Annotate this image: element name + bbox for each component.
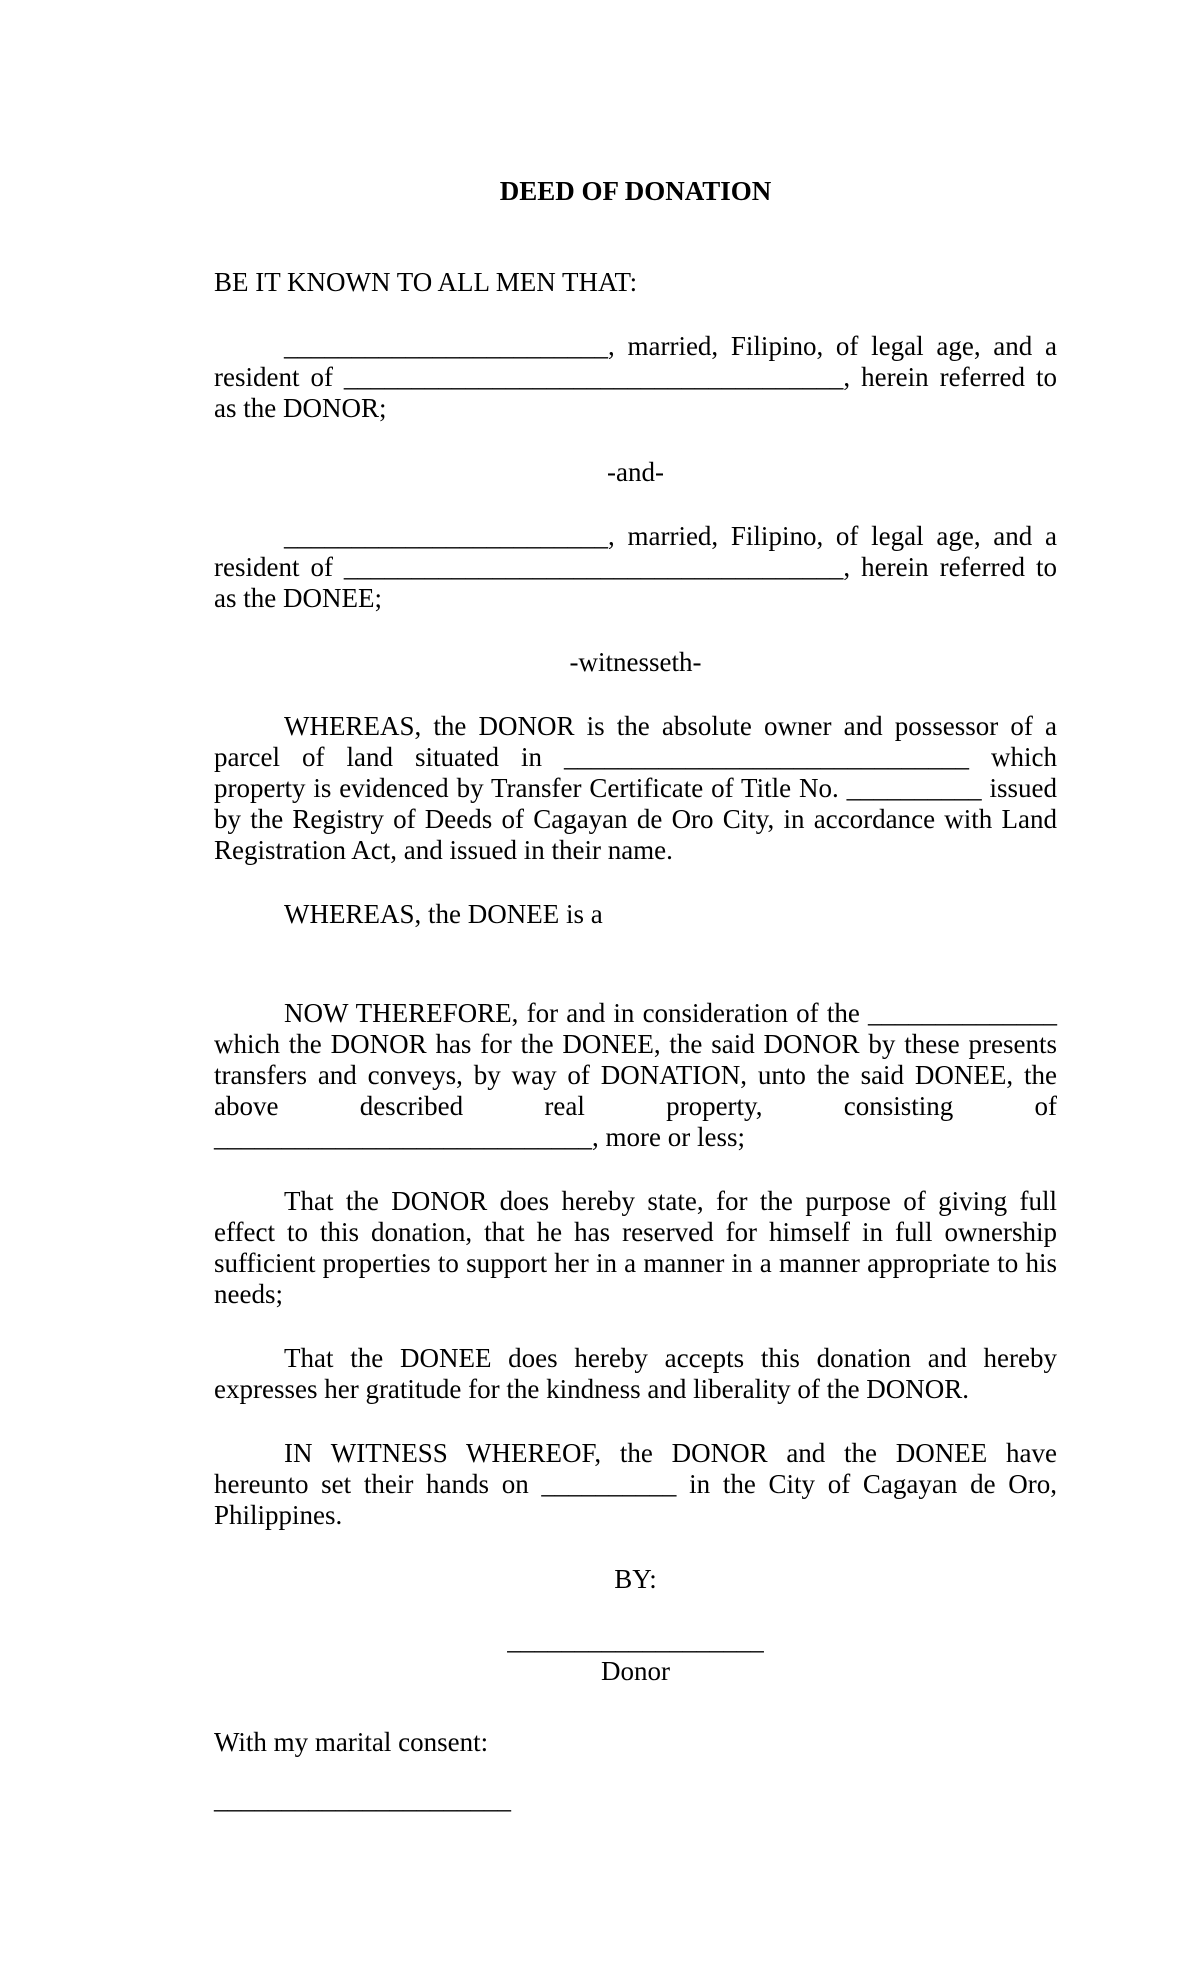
donor-signature-line: ___________________ (507, 1625, 764, 1655)
donee-identification-paragraph: ________________________, married, Filipino, of legal age, and a resident of _____________________________________, herein referred to as the DONEE; (214, 521, 1057, 613)
donor-signature-label: Donor (601, 1656, 670, 1686)
and-separator: -and- (607, 457, 664, 487)
now-therefore-paragraph: NOW THEREFORE, for and in consideration of the ______________ which the DONOR has for the DONEE, the said DONOR by these presents transfers and conveys, by way of DONATION, unto the said DONEE, the above described real property, consisting of ____________________________, more or less; (214, 998, 1057, 1152)
donor-identification-paragraph: ________________________, married, Filipino, of legal age, and a resident of _____________________________________, herein referred to as the DONOR; (214, 331, 1057, 423)
donor-reservation-paragraph: That the DONOR does hereby state, for the purpose of giving full effect to this donation, that he has reserved for himself in full ownership sufficient properties to support her in a manner in a manner appropriate to his needs; (214, 1186, 1057, 1309)
witnesseth-separator: -witnesseth- (569, 647, 702, 677)
witness-clause-paragraph: IN WITNESS WHEREOF, the DONOR and the DONEE have hereunto set their hands on __________ in the City of Cagayan de Oro, Philippines. (214, 1438, 1057, 1530)
opening-clause: BE IT KNOWN TO ALL MEN THAT: (214, 267, 638, 297)
donor-signature-block (214, 1625, 1057, 1687)
spouse-signature-line: ______________________ (214, 1784, 511, 1814)
by-label: BY: (614, 1564, 657, 1594)
document-title: DEED OF DONATION (499, 176, 772, 206)
whereas-donee-paragraph: WHEREAS, the DONEE is a (284, 899, 603, 929)
donee-acceptance-paragraph: That the DONEE does hereby accepts this donation and hereby expresses her gratitude for the kindness and liberality of the DONOR. (214, 1343, 1057, 1404)
marital-consent-label: With my marital consent: (214, 1727, 489, 1757)
whereas-donor-paragraph: WHEREAS, the DONOR is the absolute owner and possessor of a parcel of land situated in ______________________________ which property is evidenced by Transfer Certificate of Title No. __________ issued by the Registry of Deeds of Cagayan de Oro City, in accordance with Land Registration Act, and issued in their name. (214, 711, 1057, 865)
